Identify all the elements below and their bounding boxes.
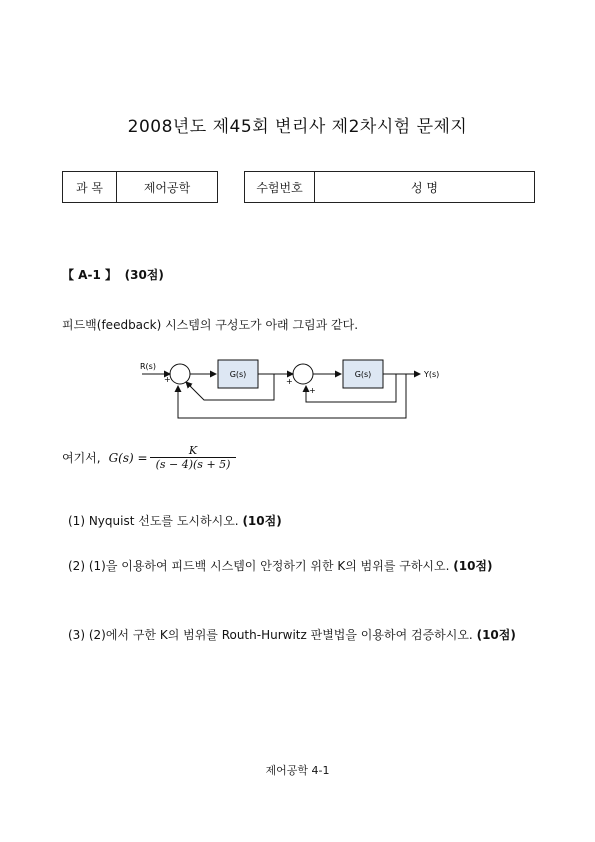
subject-label: 과 목	[63, 172, 117, 202]
block-g2-label: G(s)	[354, 370, 372, 379]
exam-number-label: 수험번호	[245, 172, 315, 202]
sub-question-1-points: (10점)	[242, 514, 282, 528]
sub-question-3	[68, 624, 546, 646]
formula-prefix: 여기서,	[62, 451, 101, 465]
sub-question-2-points: (10점)	[453, 559, 493, 573]
formula-denominator: (s − 4)(s + 5)	[155, 458, 231, 471]
formula-numerator: K	[150, 444, 237, 458]
sub-question-3-text: (2)에서 구한 K의 범위를 Routh-Hurwitz 판별법을 이용하여 검증하시오.	[88, 628, 473, 642]
subject-value: 제어공학	[143, 180, 191, 195]
sub-question-1-number: (1)	[68, 514, 85, 528]
subject-box	[62, 171, 218, 203]
output-label: Y(s)	[424, 370, 440, 379]
input-label: R(s)	[140, 362, 156, 371]
question-intro: 피드백(feedback) 시스템의 구성도가 아래 그림과 같다.	[62, 318, 359, 332]
formula-fraction	[154, 444, 233, 471]
sum1-sign-minus: -	[189, 381, 192, 390]
page-footer: 제어공학 4-1	[265, 764, 330, 777]
page-title: 2008년도 제45회 변리사 제2차시험 문제지	[127, 117, 468, 137]
sum1-sign-plus: +	[164, 375, 171, 384]
summing-junction-1	[170, 364, 190, 384]
sub-question-2-text: (1)을 이용하여 피드백 시스템이 안정하기 위한 K의 범위를 구하시오.	[88, 559, 450, 573]
question-code: 【 A-1 】	[62, 268, 117, 282]
sub-question-2	[68, 555, 546, 577]
question-points: (30점)	[124, 268, 164, 282]
sub-question-3-number: (3)	[68, 628, 85, 642]
summing-junction-2	[293, 364, 313, 384]
sub-question-2-number: (2)	[68, 559, 85, 573]
sub-question-1	[68, 510, 548, 532]
sum2-sign-plus-2: +	[309, 386, 316, 395]
block-g1-label: G(s)	[229, 370, 247, 379]
block-diagram	[138, 352, 448, 434]
sub-question-1-text: Nyquist 선도를 도시하시오.	[88, 514, 239, 528]
formula-lhs: G(s) =	[108, 450, 148, 465]
sum2-sign-plus-1: +	[286, 377, 293, 386]
sub-question-3-points: (10점)	[476, 628, 516, 642]
name-label: 성 명	[411, 180, 438, 195]
exam-info-box	[244, 171, 535, 203]
transfer-function	[62, 444, 232, 471]
question-header	[62, 266, 164, 283]
